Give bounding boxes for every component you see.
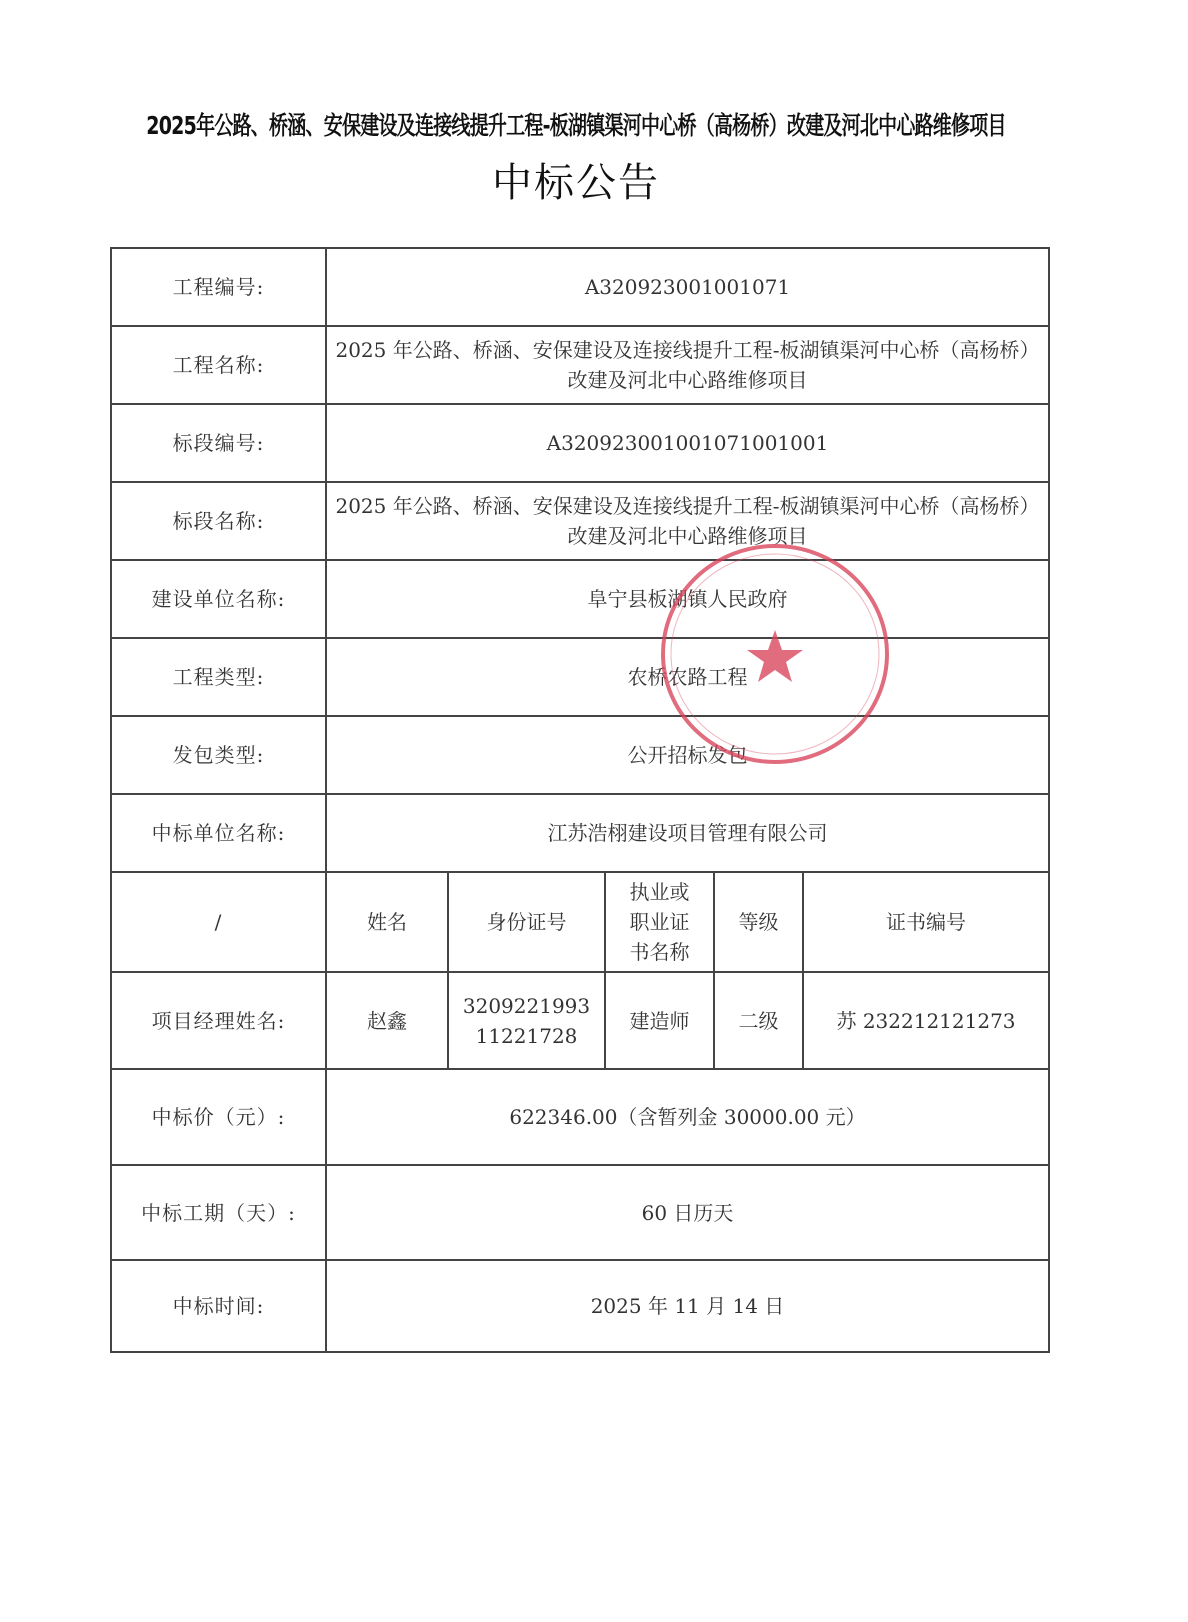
table-row [111,248,1049,326]
project-code-label: 工程编号: [111,248,326,326]
contract-type-label: 发包类型: [111,716,326,794]
project-code-value: A320923001001071 [326,248,1049,326]
duration-label: 中标工期（天）: [111,1165,326,1260]
table-row [111,1165,1049,1260]
manager-cert-no: 苏 232212121273 [803,972,1049,1069]
table-row [111,794,1049,872]
section-code-label: 标段编号: [111,404,326,482]
manager-cert-name: 建造师 [605,972,714,1069]
table-row [111,482,1049,560]
manager-grade: 二级 [714,972,803,1069]
winner-label: 中标单位名称: [111,794,326,872]
award-date-label: 中标时间: [111,1260,326,1352]
price-label: 中标价（元）: [111,1069,326,1165]
award-date-value: 2025 年 11 月 14 日 [326,1260,1049,1352]
duration-value: 60 日历天 [326,1165,1049,1260]
header-name: 姓名 [326,872,448,972]
winner-value: 江苏浩栩建设项目管理有限公司 [326,794,1049,872]
builder-label: 建设单位名称: [111,560,326,638]
table-row [111,560,1049,638]
project-type-value: 农桥农路工程 [326,638,1049,716]
project-name-label: 工程名称: [111,326,326,404]
personnel-header-row [111,872,1049,972]
header-grade: 等级 [714,872,803,972]
document-title: 2025年公路、桥涵、安保建设及连接线提升工程-板湖镇渠河中心桥（高杨桥）改建及河北中心路维修项目 [146,111,1006,140]
table-row [111,326,1049,404]
header-cert-name: 执业或职业证书名称 [605,872,714,972]
personnel-header-slash: / [111,872,326,972]
header-cert-no: 证书编号 [803,872,1049,972]
section-name-value: 2025 年公路、桥涵、安保建设及连接线提升工程-板湖镇渠河中心桥（高杨桥）改建及河北中心路维修项目 [326,482,1049,560]
price-value: 622346.00（含暂列金 30000.00 元） [326,1069,1049,1165]
table-row [111,638,1049,716]
table-row [111,716,1049,794]
builder-value: 阜宁县板湖镇人民政府 [326,560,1049,638]
table-row [111,404,1049,482]
manager-label: 项目经理姓名: [111,972,326,1069]
section-name-label: 标段名称: [111,482,326,560]
manager-name: 赵鑫 [326,972,448,1069]
award-table [110,247,1050,1353]
table-row [111,1069,1049,1165]
manager-id: 320922199311221728 [448,972,605,1069]
section-code-value: A320923001001071001001 [326,404,1049,482]
personnel-row [111,972,1049,1069]
project-name-value: 2025 年公路、桥涵、安保建设及连接线提升工程-板湖镇渠河中心桥（高杨桥）改建及河北中心路维修项目 [326,326,1049,404]
document-subtitle: 中标公告 [492,160,660,206]
project-type-label: 工程类型: [111,638,326,716]
table-row [111,1260,1049,1352]
header-id: 身份证号 [448,872,605,972]
contract-type-value: 公开招标发包 [326,716,1049,794]
